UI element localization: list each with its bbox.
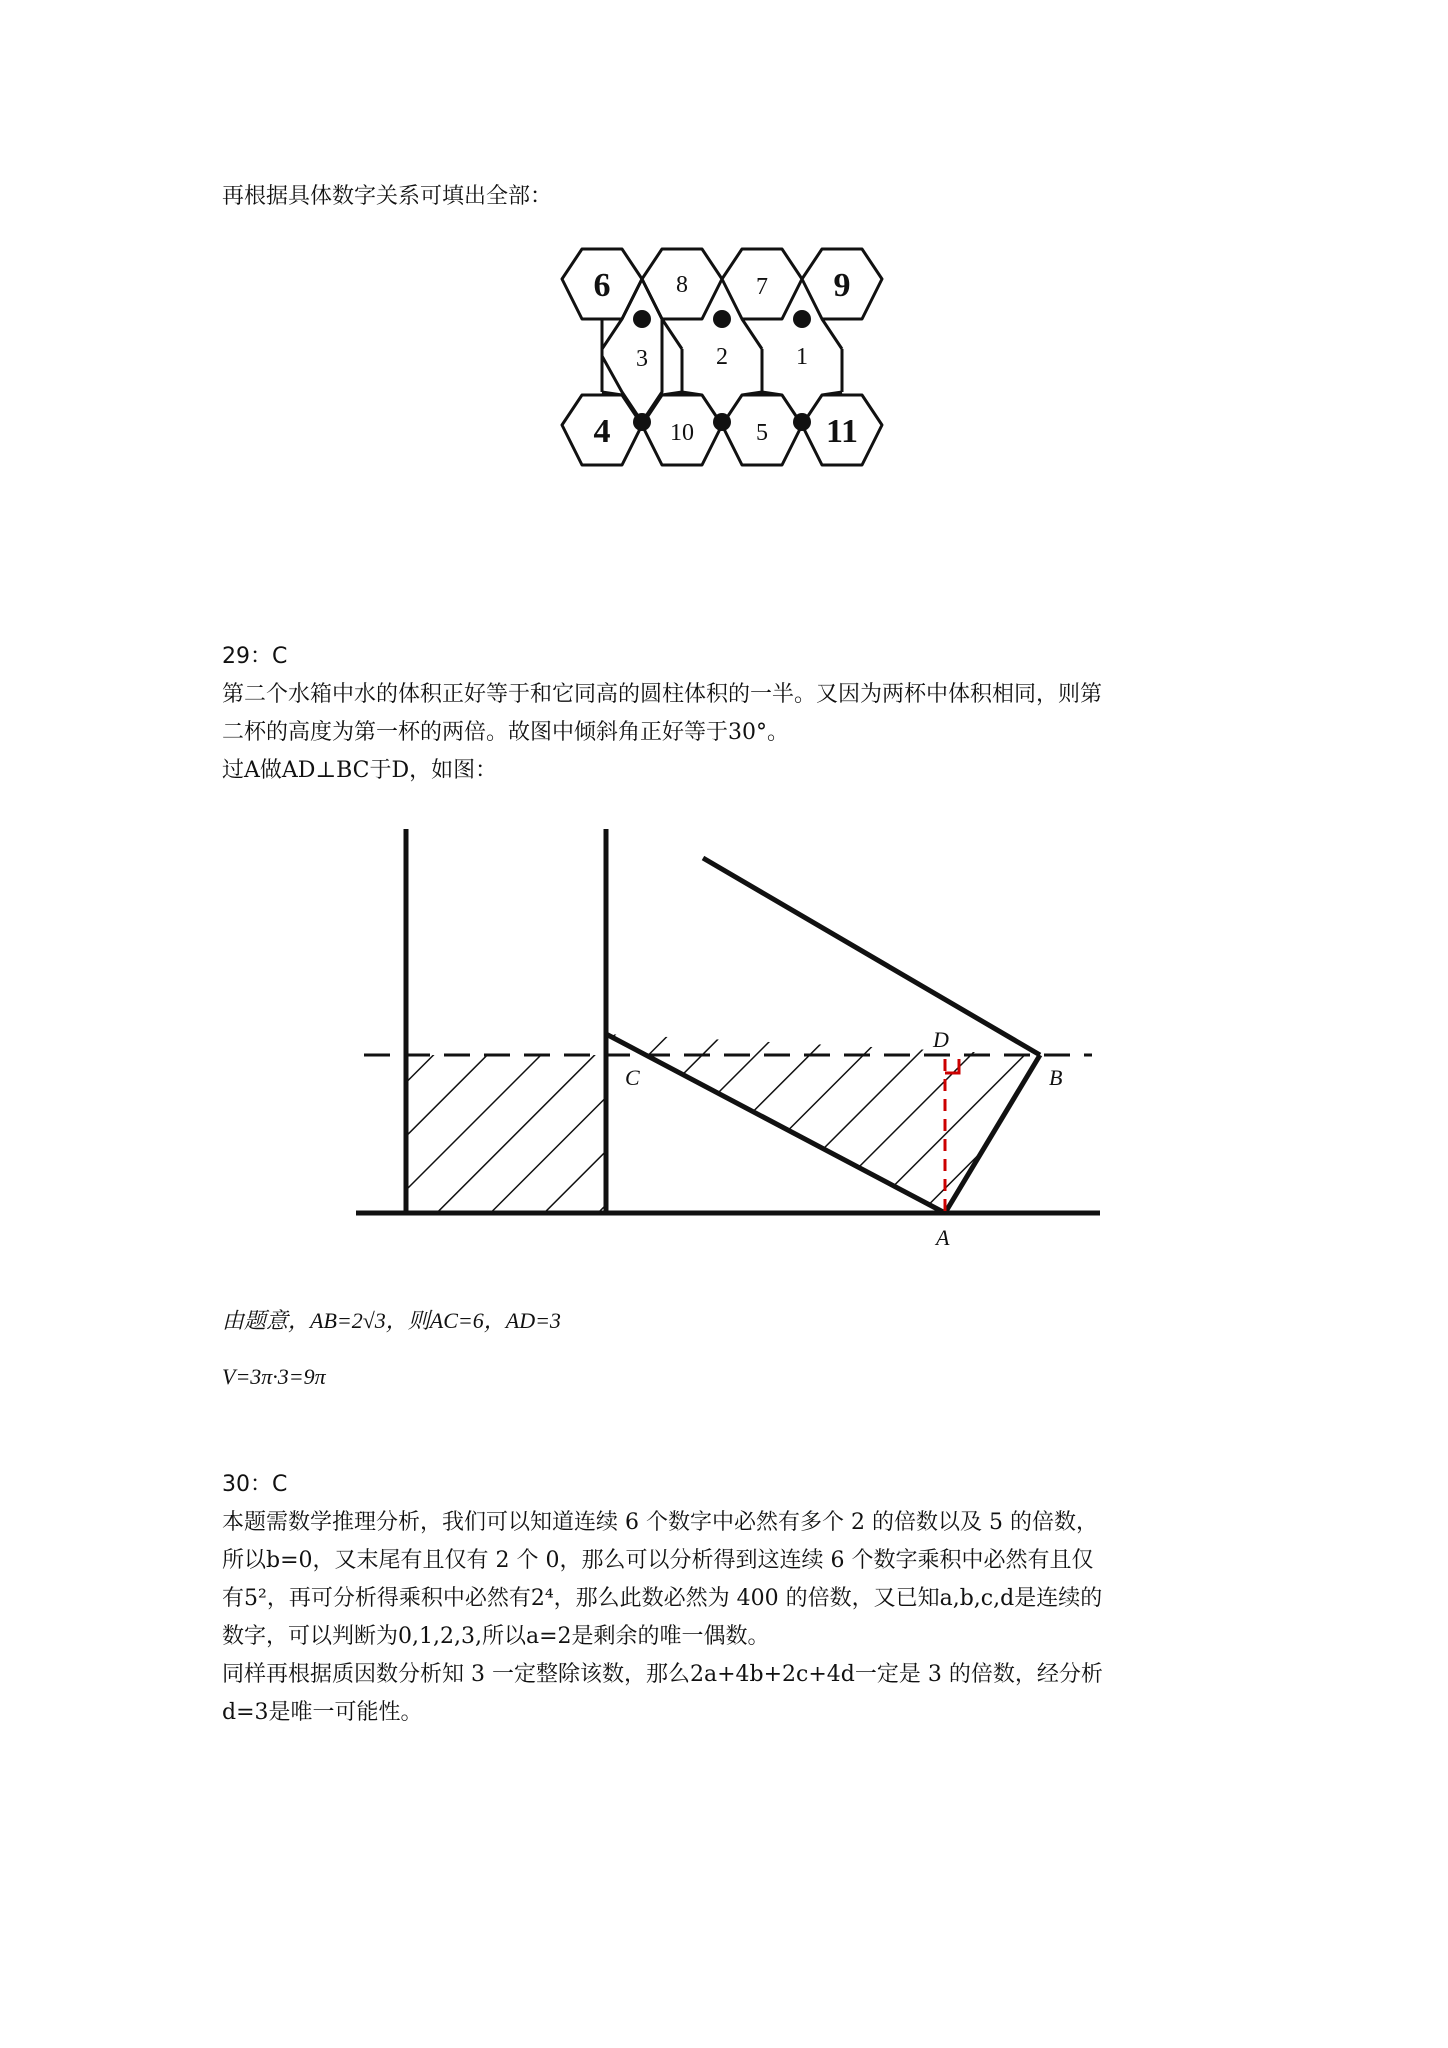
intro-text: 再根据具体数字关系可填出全部：	[222, 184, 553, 209]
hex-num-2: 8	[676, 272, 688, 298]
tank1-water	[406, 1055, 606, 1212]
tank-figure	[350, 815, 1110, 1275]
q29-heading: 29：C	[222, 644, 288, 669]
label-D: D	[933, 1027, 949, 1052]
hex-num-7: 1	[796, 344, 808, 370]
hex-num-1: 6	[593, 267, 611, 304]
label-C: C	[625, 1065, 640, 1090]
q30-line3: 有5²，再可分析得乘积中必然有2⁴，那么此数必然为 400 的倍数，又已知a,b,c,d是连续的	[222, 1586, 1103, 1611]
hex-grid-figure	[556, 246, 908, 498]
tank2-water	[606, 1034, 1036, 1212]
hex-num-8: 4	[593, 413, 611, 450]
q29-line3: 过A做AD⊥BC于D，如图：	[222, 758, 498, 783]
label-A: A	[936, 1225, 950, 1250]
hex-num-4: 9	[833, 267, 851, 304]
tilted-tank-top	[703, 858, 1040, 1055]
q29-result2: V=3π·3=9π	[222, 1364, 326, 1389]
label-B: B	[1049, 1065, 1063, 1090]
q30-line6: d=3是唯一可能性。	[222, 1700, 423, 1725]
hex-num-6: 2	[716, 344, 728, 370]
hex-num-3: 7	[756, 274, 768, 300]
hex-num-5: 3	[636, 346, 648, 372]
q29-line2: 二杯的高度为第一杯的两倍。故图中倾斜角正好等于30°。	[222, 720, 789, 745]
hex-num-10: 5	[756, 420, 768, 446]
hex-num-9: 10	[670, 420, 694, 446]
q30-line2: 所以b=0，又末尾有且仅有 2 个 0，那么可以分析得到这连续 6 个数字乘积中必然有且仅	[222, 1548, 1094, 1573]
q29-result1: 由题意，AB=2√3，则AC=6，AD=3	[222, 1308, 561, 1333]
q30-heading: 30：C	[222, 1472, 288, 1497]
hex-num-11: 11	[825, 413, 859, 450]
q30-line4: 数字，可以判断为0,1,2,3,所以a=2是剩余的唯一偶数。	[222, 1624, 770, 1649]
q30-line1: 本题需数学推理分析，我们可以知道连续 6 个数字中必然有多个 2 的倍数以及 5 的倍数，	[222, 1510, 1098, 1535]
q29-line1: 第二个水箱中水的体积正好等于和它同高的圆柱体积的一半。又因为两杯中体积相同，则第	[222, 682, 1103, 707]
q30-line5: 同样再根据质因数分析知 3 一定整除该数，那么2a+4b+2c+4d一定是 3 的倍数，经分析	[222, 1662, 1103, 1687]
